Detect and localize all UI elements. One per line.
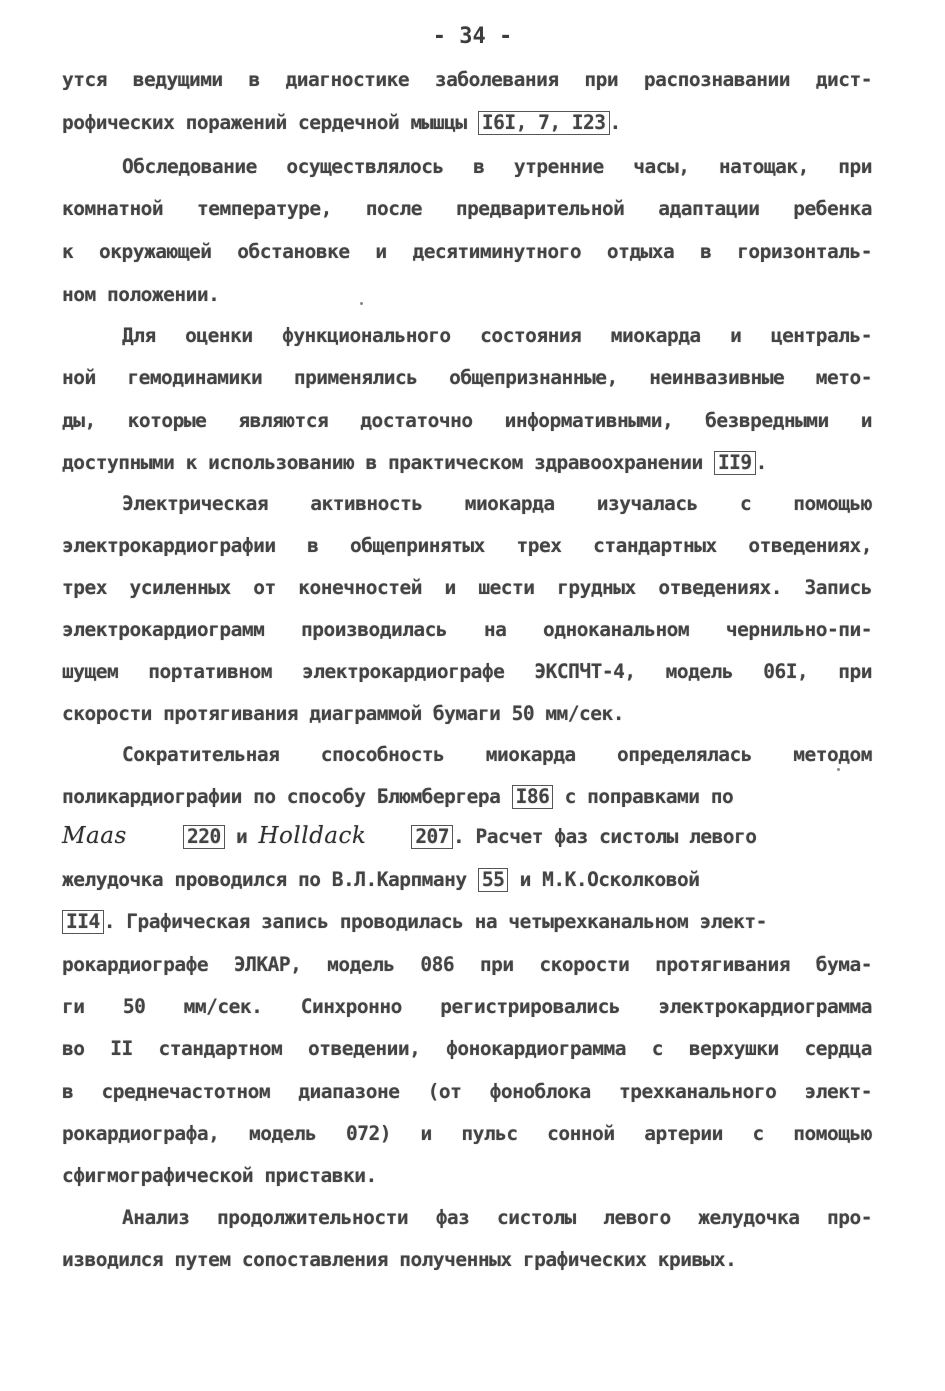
text-fragment: рофических поражений сердечной мышцы — [62, 111, 467, 134]
text-fragment: . Расчет фаз систолы левого — [453, 825, 757, 848]
text-line: скорости протягивания диаграммой бумаги 50 мм/сек. — [62, 702, 624, 725]
text-line: комнатной температуре, после предварительной адаптации ребенка — [62, 197, 872, 220]
text-fragment: желудочка проводился по В.Л.Карпману — [62, 868, 467, 891]
handwritten-author: Maas — [62, 823, 127, 849]
text-line: электрокардиографии в общепринятых трех стандартных отведениях, — [62, 534, 872, 557]
text-line — [62, 868, 872, 892]
text-line: Для оценки функционального состояния миокарда и централь- — [122, 324, 872, 347]
text-line — [62, 785, 872, 809]
text-line: ной гемодинамики применялись общепризнанные, неинвазивные мето- — [62, 366, 872, 389]
text-line: во II стандартном отведении, фонокардиограмма с верхушки сердца — [62, 1037, 872, 1060]
text-fragment: доступными к использованию в практическом здравоохранении — [62, 451, 703, 474]
text-line: электрокардиограмм производилась на одноканальном чернильно-пи- — [62, 618, 872, 641]
text-line: Анализ продолжительности фаз систолы левого желудочка про- — [122, 1206, 872, 1229]
citation-ref: II9 — [714, 451, 756, 475]
text-line: Обследование осуществлялось в утренние часы, натощак, при — [122, 155, 872, 178]
handwritten-author: Holldack — [258, 823, 367, 849]
scan-speck — [837, 768, 840, 771]
citation-ref: II4 — [62, 910, 104, 934]
text-line: ги 50 мм/сек. Синхронно регистрировались электрокардиограмма — [62, 995, 872, 1018]
text-line: трех усиленных от конечностей и шести грудных отведениях. Запись — [62, 576, 872, 599]
text-line: доступными к использованию в практическом здравоохранении II9 . — [62, 451, 767, 474]
text-line: рокардиографе ЭЛКАР, модель 086 при скорости протягивания бума- — [62, 953, 872, 976]
text-line: сфигмографической приставки. — [62, 1164, 377, 1187]
text-line: Электрическая активность миокарда изучалась с помощью — [122, 492, 872, 515]
text-line — [62, 823, 872, 849]
citation-ref: I6I, 7, I23 — [478, 111, 610, 135]
citation-ref: 55 — [478, 868, 508, 892]
text-fragment: с поправками по — [564, 785, 734, 808]
text-line: изводился путем сопоставления полученных графических кривых. — [62, 1248, 737, 1271]
text-line — [62, 910, 872, 934]
text-fragment: . Графическая запись проводилась на четырехканальном элект- — [103, 910, 767, 933]
text-fragment: поликардиографии по способу Блюмбергера — [62, 785, 501, 808]
citation-ref: 207 — [411, 825, 453, 849]
text-line: к окружающей обстановке и десятиминутного отдыха в горизонталь- — [62, 240, 872, 263]
scan-speck — [360, 302, 363, 305]
text-line: ном положении. — [62, 283, 220, 306]
citation-ref: 220 — [183, 825, 225, 849]
text-line: рофических поражений сердечной мышцы I6I, 7, I23 . — [62, 111, 621, 134]
text-line: ды, которые являются достаточно информативными, безвредными и — [62, 409, 872, 432]
text-line: рокардиографа, модель 072) и пульс сонной артерии с помощью — [62, 1122, 872, 1145]
citation-ref: I86 — [512, 785, 554, 809]
text-fragment: и — [235, 825, 248, 848]
text-line: шущем портативном электрокардиографе ЭКСПЧТ-4, модель 06I, при — [62, 660, 872, 683]
text-line: в среднечастотном диапазоне (от фоноблока трехканального элект- — [62, 1080, 872, 1103]
page-number: - 34 - — [432, 24, 513, 49]
text-line: Сократительная способность миокарда определялась методом — [122, 743, 872, 766]
text-fragment: и М.К.Осколковой — [519, 868, 700, 891]
text-line: утся ведущими в диагностике заболевания при распознавании дист- — [62, 68, 872, 91]
